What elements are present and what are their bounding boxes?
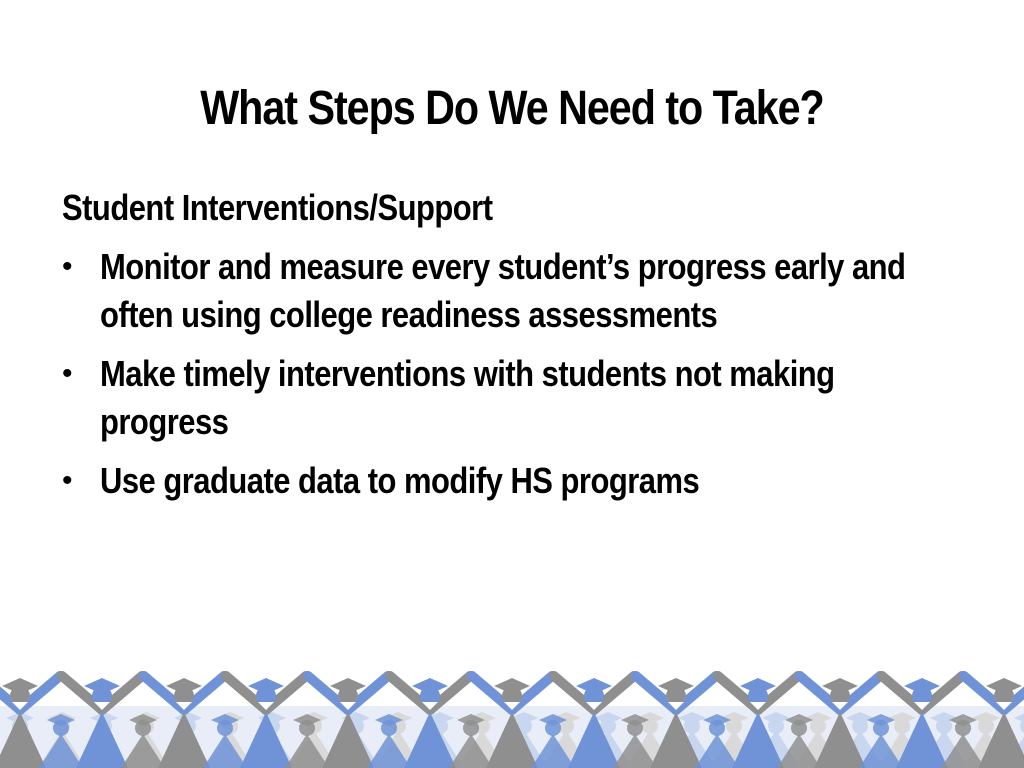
cap-shape xyxy=(248,678,284,694)
graduate-cap-pattern-icon xyxy=(0,668,1024,768)
slide-body xyxy=(62,184,1022,516)
cap-shape xyxy=(412,678,448,694)
list-item xyxy=(62,350,1022,446)
bullet-icon: • xyxy=(62,250,72,283)
section-heading: Student Interventions/Support xyxy=(62,187,493,228)
slide-title: What Steps Do We Need to Take? xyxy=(200,82,824,135)
cap-shape xyxy=(494,678,530,694)
bullet-text: Make timely interventions with students not making progress xyxy=(100,353,835,442)
cap-shape xyxy=(2,678,38,694)
cap-shape xyxy=(658,678,694,694)
bullet-text: Use graduate data to modify HS programs xyxy=(100,460,700,501)
cap-shape xyxy=(740,678,776,694)
cap-shape xyxy=(904,678,940,694)
cap-shape xyxy=(822,678,858,694)
list-item xyxy=(62,457,1022,505)
bullet-icon: • xyxy=(62,464,72,497)
cap-shape xyxy=(986,678,1022,694)
bullet-icon: • xyxy=(62,357,72,390)
cap-shape xyxy=(576,678,612,694)
graduates-banner xyxy=(0,668,1024,768)
cap-shape xyxy=(84,678,120,694)
cap-shape xyxy=(330,678,366,694)
bullet-text: Monitor and measure every student’s progress early and often using college readiness assessments xyxy=(100,246,906,335)
list-item xyxy=(62,243,1022,339)
bullet-list xyxy=(62,243,1022,505)
cap-shape xyxy=(166,678,202,694)
